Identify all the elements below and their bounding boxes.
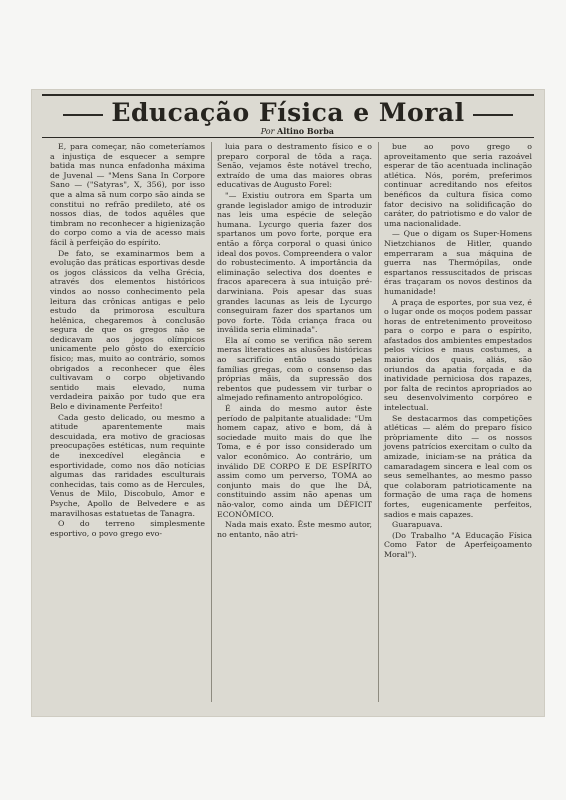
newspaper-clipping [32, 90, 544, 716]
article-headline [32, 98, 544, 127]
headline-dash-right [473, 114, 513, 116]
paragraph: Cada gesto delicado, ou mesmo a atitude aparentemente mais descuidada, era motivo de graciosas preocupações estéticas, num requinte de inexcedível elegância e esportividade, como nos dão notícias algumas das raridades esculturais conhecidas, tais como as de Hercules, Venus de Milo, Discobulo, Amor e Psyche, Apollo de Belvedere e as maravilhosas estatuetas de Tanagra. [50, 412, 205, 518]
source-note: (Do Trabalho "A Educação Física Como Fator de Aperfeiçoamento Moral"). [384, 530, 532, 559]
paragraph: A praça de esportes, por sua vez, é o lugar onde os moços podem passar horas de entretenimento proveitoso para o corpo e para o espírito, afastados dos ambientes empestados pelos vícios e maus costumes, a maioria dos quais, aliás, são oriundos da apatia forçada e da inatividade perniciosa dos rapazes, por falta de recintos apropriados ao seu desenvolvimento corpóreo e intelectual. [384, 297, 532, 413]
column-divider [378, 142, 379, 702]
headline-dash-left [63, 114, 103, 116]
paragraph: De fato, se examinarmos bem a evolução das práticas esportivas desde os jogos clássicos da velha Grécia, através dos elementos históricos vindos ao nosso conhecimento pela leitura das crônicas antigas e pelo estudo da primorosa escultura helênica, chegaremos à conclusão segura de que os gregos não se dedicavam aos jogos olímpicos unicamente pelo gôsto do exercício físico; mas, muito ao contrário, somos obrigados a reconhecer que êles cultivavam o corpo objetivando sentido mais elevado, numa verdadeira paixão por tudo que era Belo e divinamente Perfeito! [50, 248, 205, 412]
paragraph: luia para o destramento físico e o preparo corporal de tôda a raça. Senão, vejamos êste notável trecho, extraído de uma das maiores obras educativas de Augusto Forel: [217, 142, 372, 190]
paragraph: — Que o digam os Super-Homens Nietzchianos de Hitler, quando emperraram a sua máquina de guerra nas Thermópilas, onde espartanos ressuscitados de priscas éras traçaram os novos destinos da humanidade! [384, 229, 532, 296]
paragraph: Nada mais exato. Êste mesmo autor, no entanto, não atri- [217, 520, 372, 539]
paragraph: Ela aí como se verifica não serem meras literatices as alusões históricas ao sacrifício então usado pelas famílias gregas, com o consenso das próprias mãis, da supressão dos rebentos que pudessem vir turbar o almejado refinamento antropológico. [217, 335, 372, 403]
article-column-2 [217, 142, 372, 540]
paragraph: O do terreno simplesmente esportivo, o povo grego evo- [50, 519, 205, 538]
top-rule [42, 94, 534, 96]
paragraph: bue ao povo grego o aproveitamento que seria razoável esperar de tão acentuada inclinação atlética. Nós, porém, preferimos continuar acreditando nos efeitos benéficos da cultura física como fator decisivo na solidificação do caráter, do patriotismo e do valor de uma nacionalidade. [384, 142, 532, 228]
byline [261, 126, 334, 136]
article-column-3 [384, 142, 532, 561]
article-title: Educação Física e Moral [111, 98, 465, 127]
place-line: Guarapuava. [392, 520, 443, 530]
column-divider [211, 142, 212, 702]
paragraph: "— Existiu outrora em Sparta um grande legislador amigo de introduzir nas leis uma espécie de seleção humana. Lycurgo queria fazer dos spartanos um povo forte, porque era então a fôrça corporal o quasi único ideal dos povos. Compreendera o valor do robustecimento. A importância da eliminação selectiva dos doentes e fracos aparecera à sua intuição pré-darwiniana. Pois apesar das suas grandes lacunas as leis de Lycurgo conseguiram fazer dos spartanos um povo forte. Tôda criança fraca ou inválida seria eliminada". [217, 190, 372, 335]
paragraph: Se destacarmos das competições atléticas — além do preparo físico pròpriamente dito — os nossos jovens patrícios exercitam o culto da amizade, iniciam-se na prática da camaradagem sincera e leal com os seus semelhantes, ao mesmo passo que colaboram patrioticamente na formação de uma raça de homens fortes, eugenicamente perfeitos, sadios e mais capazes. [384, 413, 532, 519]
byline-prefix: Por [260, 127, 275, 136]
author-name: Altino Borba [276, 126, 334, 136]
header-rule [42, 137, 534, 138]
paragraph: E, para começar, não cometeríamos a injustiça de esquecer a sempre batida mas nunca enfadonha máxima de Juvenal — "Mens Sana In Corpore Sano — ("Satyras", X, 356), por isso que a alma sã num corpo são ainda se constitui no refrão predileto, até os nossos dias, de todos aquêles que timbram no reconhecer a higienização do corpo como a via de acesso mais fácil à perfeição do espírito. [50, 142, 205, 247]
article-column-1 [50, 142, 205, 539]
paragraph: É ainda do mesmo autor êste período de palpitante atualidade: "Um homem capaz, ativo e bom, dá à sociedade muito mais do que lhe Toma, e é por isso considerado um valor econômico. Ao contrário, um inválido DE CORPO E DE ESPÍRITO assim como um perverso, TOMA ao conjunto mais do que lhe DÁ, constituindo assim não apenas um não-valor, como ainda um DÉFICIT ECONÔMICO. [217, 404, 372, 519]
